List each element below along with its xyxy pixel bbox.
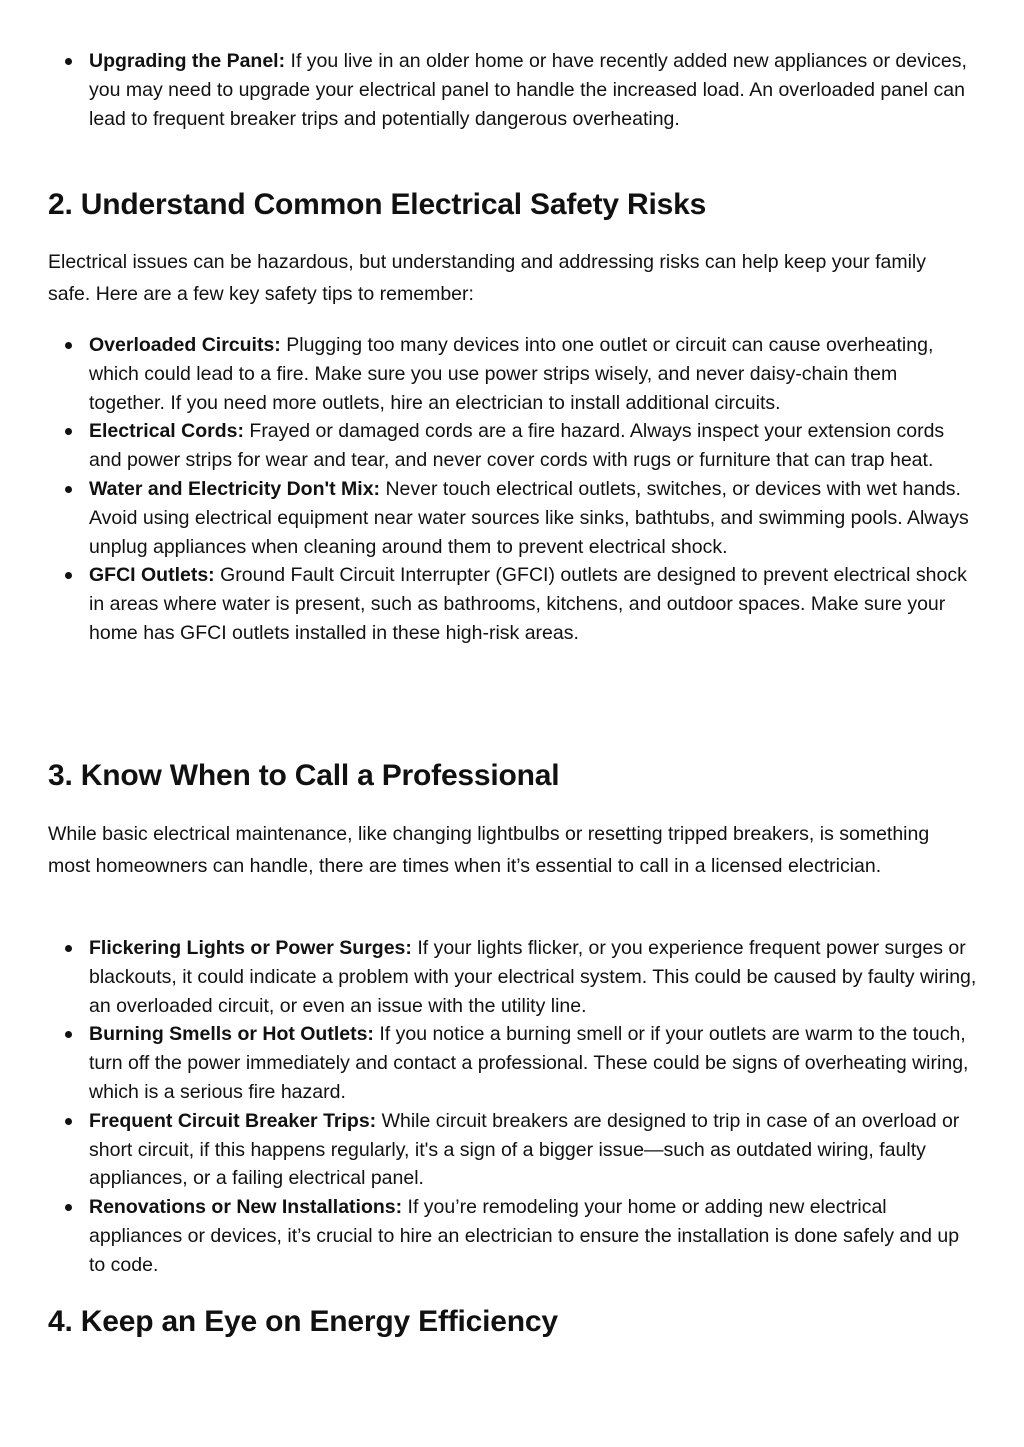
list-item-term: Overloaded Circuits: <box>89 334 281 356</box>
list-item-text: Ground Fault Circuit Interrupter (GFCI) outlets are designed to prevent electrical shock in areas where water is present, such as bathrooms, kitchens, and outdoor spaces. Make sure your home has GFCI outlets installed in these high-risk areas. <box>89 564 967 644</box>
list-item-electrical-cords <box>48 417 978 475</box>
section-2-intro: Electrical issues can be hazardous, but understanding and addressing risks can help keep your family safe. Here are a few key safety tips to remember: <box>48 251 926 305</box>
list-item-text: If your lights flicker, or you experience frequent power surges or blackouts, it could indicate a problem with your electrical system. This could be caused by faulty wiring, an overloaded circuit, or even an issue with the utility line. <box>89 937 977 1017</box>
section-4-heading: 4. Keep an Eye on Energy Efficiency <box>48 1305 558 1338</box>
call-professional-list <box>48 934 978 1280</box>
list-item-breaker-trips <box>48 1107 978 1193</box>
list-item-term: Frequent Circuit Breaker Trips: <box>89 1109 377 1132</box>
safety-risks-list <box>48 331 978 648</box>
list-item-term: GFCI Outlets: <box>89 564 215 587</box>
list-item-gfci-outlets <box>48 561 978 647</box>
list-item-term: Electrical Cords: <box>89 420 244 443</box>
list-item-term: Upgrading the Panel: <box>89 50 286 72</box>
list-item-text: If you’re remodeling your home or adding new electrical appliances or devices, it’s crucial to hire an electrician to ensure the installation is done safely and up to code. <box>89 1196 960 1276</box>
list-item-text: Never touch electrical outlets, switches, or devices with wet hands. Avoid using electrical equipment near water sources like sinks, bathtubs, and swimming pools. Always unplug appliances when cleaning around them to prevent electrical shock. <box>89 477 969 558</box>
section-2-heading: 2. Understand Common Electrical Safety Risks <box>48 188 707 221</box>
list-item-text: While circuit breakers are designed to trip in case of an overload or short circuit, if this happens regularly, it's a sign of a bigger issue—such as outdated wiring, faulty appliances, or a failing electrical panel. <box>89 1109 960 1190</box>
list-item-term: Burning Smells or Hot Outlets: <box>89 1023 374 1046</box>
list-item-burning-smells <box>48 1020 978 1106</box>
list-item-flickering-lights <box>48 934 978 1020</box>
list-item-term: Water and Electricity Don't Mix: <box>89 477 381 500</box>
list-item-text: If you live in an older home or have recently added new appliances or devices, you may need to upgrade your electrical panel to handle the increased load. An overloaded panel can lead to frequent breaker trips and potentially dangerous overheating. <box>89 50 967 130</box>
panel-upgrade-list <box>48 47 978 133</box>
list-item-term: Flickering Lights or Power Surges: <box>89 937 412 959</box>
list-item-term: Renovations or New Installations: <box>89 1196 403 1219</box>
list-item-overloaded-circuits <box>48 331 978 417</box>
list-item-renovations <box>48 1193 978 1279</box>
section-3-intro: While basic electrical maintenance, like changing lightbulbs or resetting tripped breakers, is something most homeowners can handle, there are times when it’s essential to call in a licensed electrician. <box>48 823 930 877</box>
list-item-upgrading-panel <box>48 47 978 133</box>
list-item-text: Frayed or damaged cords are a fire hazard. Always inspect your extension cords and power strips for wear and tear, and never cover cords with rugs or furniture that can trap heat. <box>89 420 945 472</box>
list-item-text: If you notice a burning smell or if your outlets are warm to the touch, turn off the power immediately and contact a professional. These could be signs of overheating wiring, which is a serious fire hazard. <box>89 1023 969 1103</box>
list-item-water-electricity <box>48 475 978 561</box>
list-item-text: Plugging too many devices into one outlet or circuit can cause overheating, which could lead to a fire. Make sure you use power strips wisely, and never daisy-chain them together. If you need more outlets, hire an electrician to install additional circuits. <box>89 334 934 414</box>
section-3-heading: 3. Know When to Call a Professional <box>48 759 560 792</box>
